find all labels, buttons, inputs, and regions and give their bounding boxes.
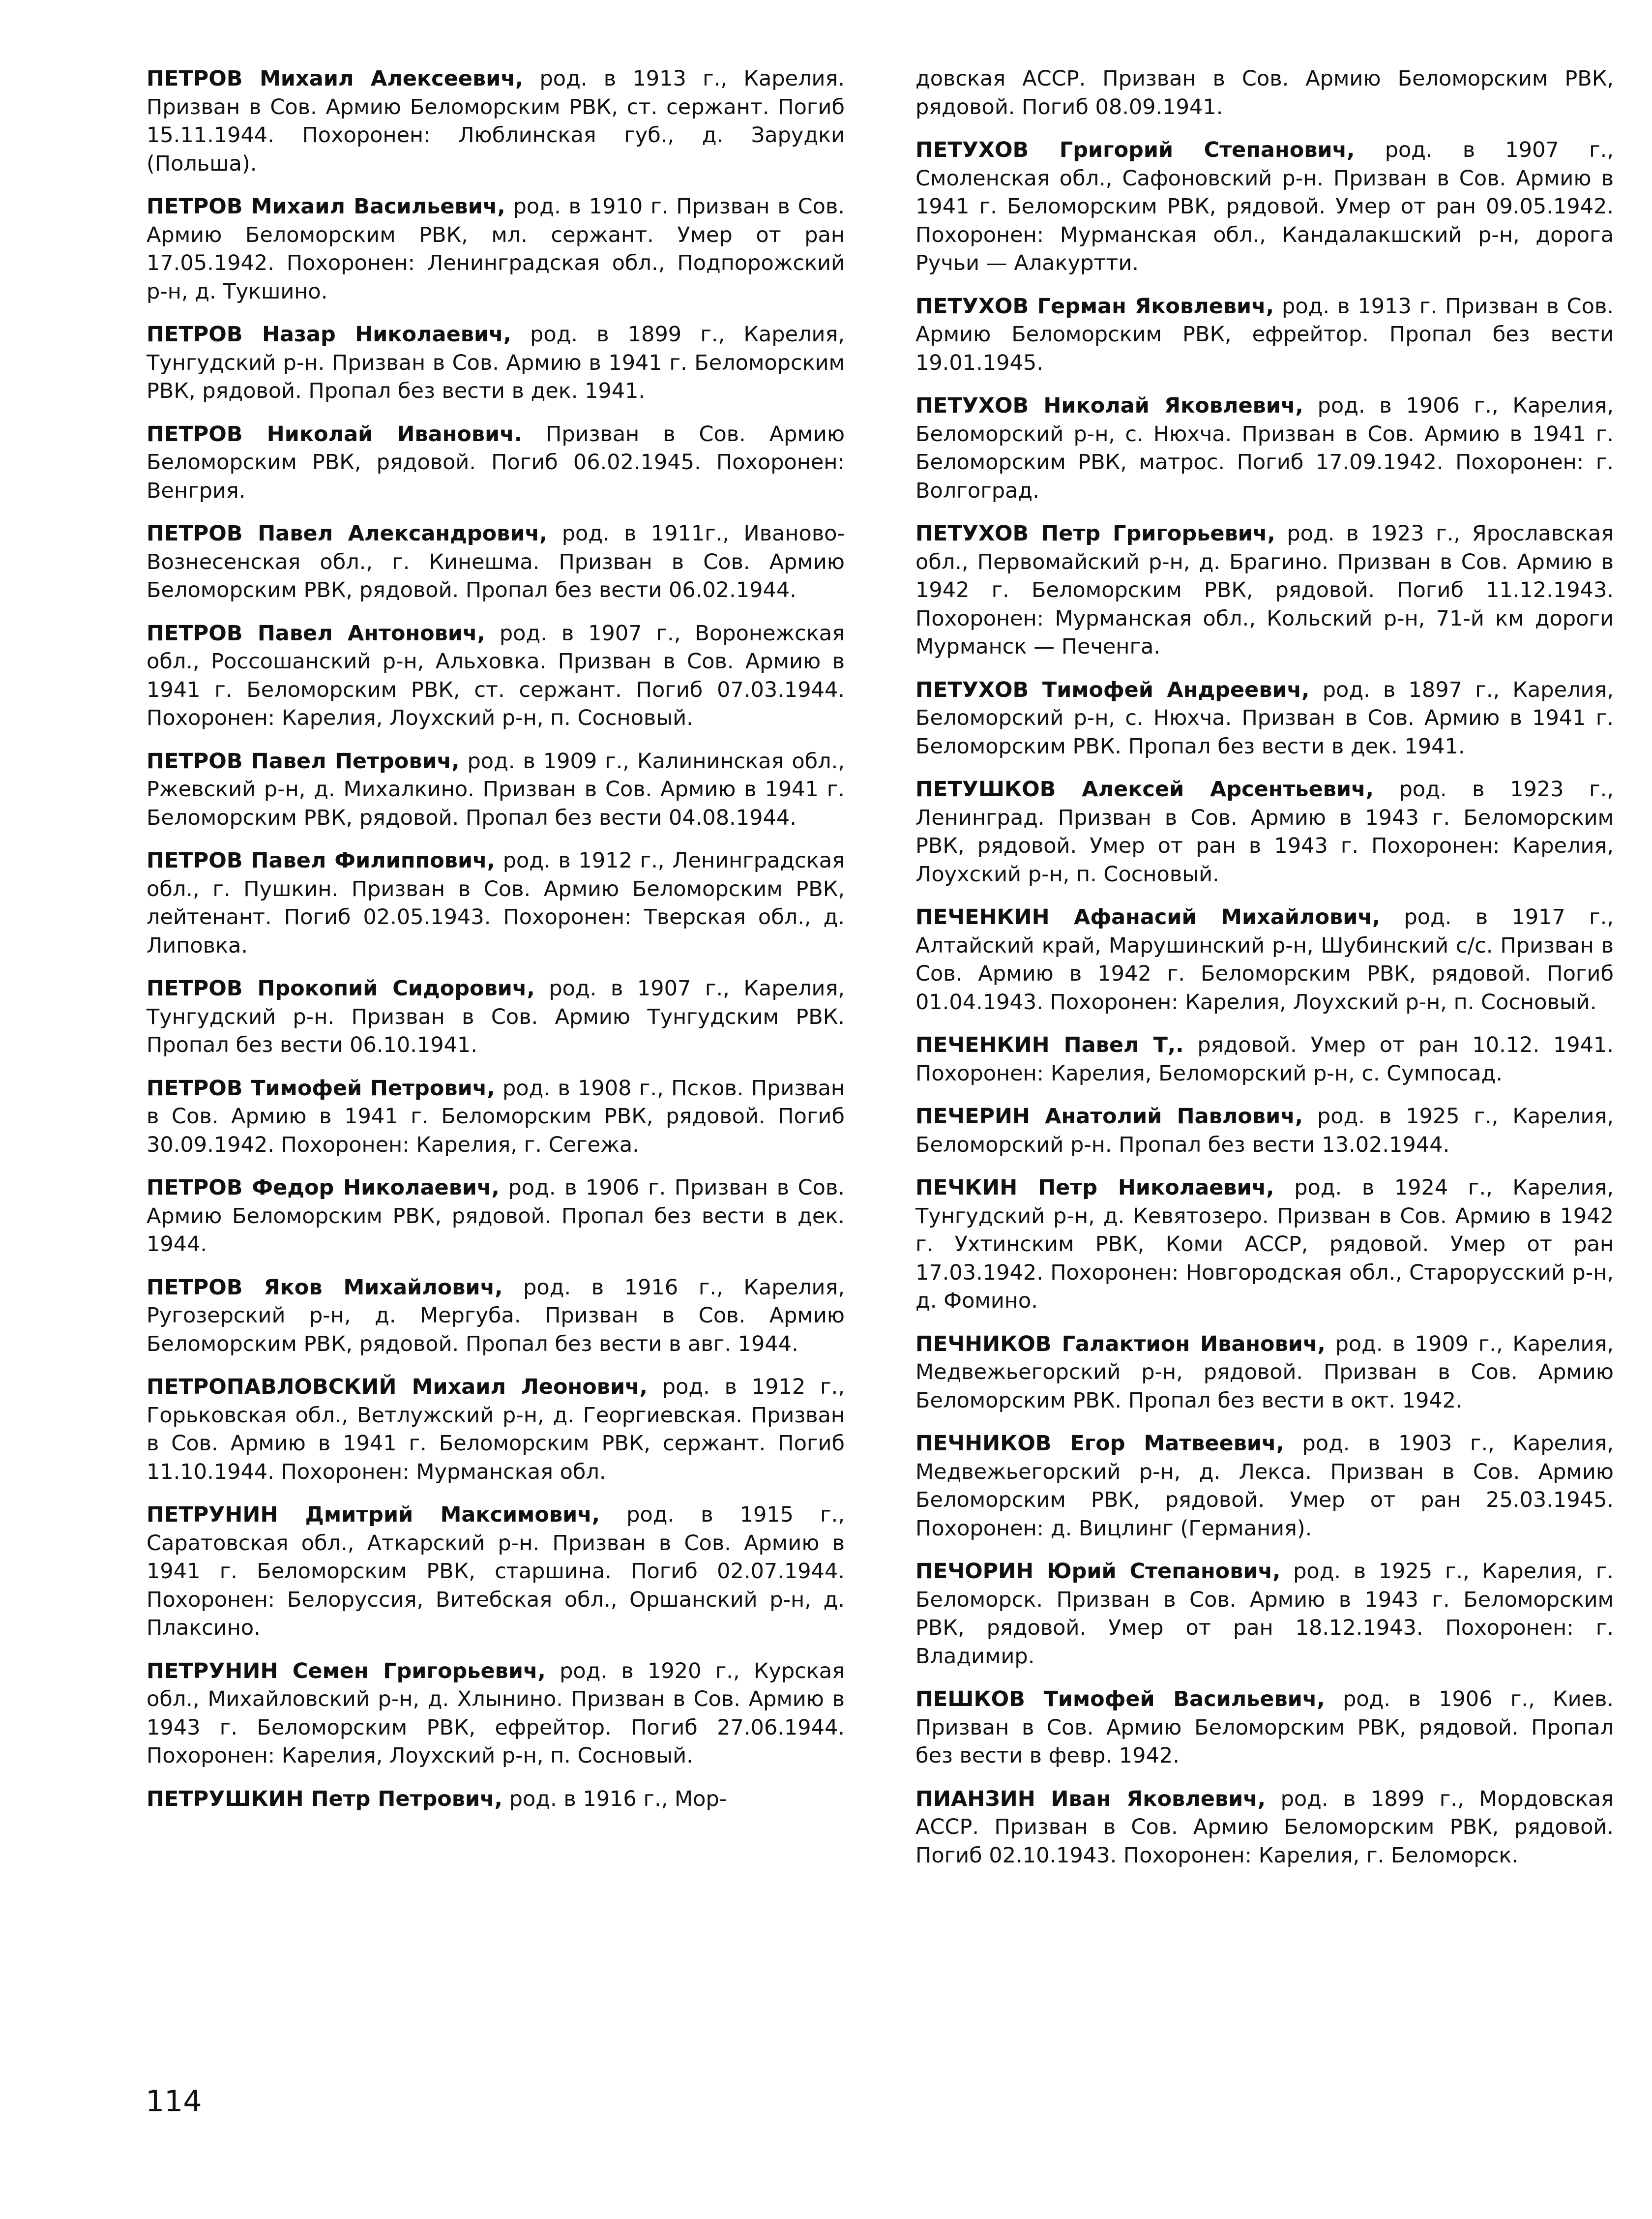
memorial-entry [915, 1785, 1614, 1870]
entry-name: ПЕТУХОВ Тимофей Андреевич, [915, 677, 1310, 702]
entry-text: род. в 1912 г., Ленинградская обл., г. Пушкин. Призван в Сов. Армию Беломорским РВК, лейтенант. Погиб 02.05.1943. Похоронен: Тверская обл., д. Липовка. [147, 848, 845, 958]
entry-text: род. в 1923 г., Ярославская обл., Первомайский р-н, д. Брагино. Призван в Сов. Армию в 1942 г. Беломорским РВК, рядовой. Погиб 11.12.1943. Похоронен: Мурманская обл., Кольский р-н, 71-й км дороги Мурманск — Печенга. [915, 521, 1614, 659]
memorial-entry [915, 65, 1614, 121]
entry-text: род. в 1911г., Иваново-Вознесенская обл., г. Кинешма. Призван в Сов. Армию Беломорским РВК, рядовой. Пропал без вести 06.02.1944. [147, 521, 845, 602]
memorial-entry [915, 903, 1614, 1017]
entry-name: ПЕЧЕНКИН Афанасий Михайлович, [915, 905, 1381, 930]
entry-text: род. в 1908 г., Псков. Призван в Сов. Армию в 1941 г. Беломорским РВК, рядовой. Погиб 30.09.1942. Похоронен: Карелия, г. Сегежа. [147, 1076, 845, 1157]
entry-name: ПЕТРУШКИН Петр Петрович, [147, 1786, 502, 1811]
left-column [147, 65, 845, 1828]
entry-text: род. в 1899 г., Карелия, Тунгудский р-н. Призван в Сов. Армию в 1941 г. Беломорским РВК, рядовой. Пропал без вести в дек. 1941. [147, 322, 845, 403]
memorial-entry [915, 1558, 1614, 1671]
memorial-entry [915, 1174, 1614, 1316]
entry-name: ПЕТРОВ Прокопий Сидорович, [147, 976, 535, 1001]
entry-name: ПЕТУХОВ Петр Григорьевич, [915, 521, 1275, 546]
memorial-entry [915, 392, 1614, 505]
entry-text: рядовой. Умер от ран 10.12. 1941. Похоронен: Карелия, Беломорский р-н, с. Сумпосад. [915, 1033, 1614, 1086]
entry-text: род. в 1913 г., Карелия. Призван в Сов. Армию Беломорским РВК, ст. сержант. Погиб 15.11.1944. Похоронен: Люблинская губ., д. Зарудки (Польша). [147, 66, 845, 176]
memorial-entry [147, 193, 845, 306]
entry-name: ПИАНЗИН Иван Яковлевич, [915, 1786, 1266, 1811]
entry-text: род. в 1909 г., Калининская обл., Ржевский р-н, д. Михалкино. Призван в Сов. Армию в 1941 г. Беломорским РВК, рядовой. Пропал без вести 04.08.1944. [147, 749, 845, 830]
memorial-entry [147, 1075, 845, 1160]
entry-text: род. в 1925 г., Карелия, г. Беломорск. Призван в Сов. Армию в 1943 г. Беломорским РВК, рядовой. Умер от ран 18.12.1943. Похоронен: г. Владимир. [915, 1559, 1614, 1669]
entry-name: ПЕТРОВ Яков Михайлович, [147, 1275, 503, 1300]
entry-text: род. в 1903 г., Карелия, Медвежьегорский р-н, д. Лекса. Призван в Сов. Армию Беломорским РВК, рядовой. Умер от ран 25.03.1945. Похоронен: д. Вицлинг (Германия). [915, 1431, 1614, 1541]
entry-name: ПЕТРОВ Николай Иванович. [147, 421, 523, 447]
entry-name: ПЕТРОПАВЛОВСКИЙ Михаил Леонович, [147, 1375, 648, 1399]
right-column [915, 65, 1614, 1885]
memorial-entry [915, 1031, 1614, 1088]
entry-text: род. в 1910 г. Призван в Сов. Армию Беломорским РВК, мл. сержант. Умер от ран 17.05.1942. Похоронен: Ленинградская обл., Подпорожский р-н, д. Тукшино. [147, 194, 845, 304]
entry-text: род. в 1909 г., Карелия, Медвежьегорский р-н, рядовой. Призван в Сов. Армию Беломорским РВК. Пропал без вести в окт. 1942. [915, 1331, 1614, 1413]
memorial-entry [147, 1501, 845, 1643]
entry-text: род. в 1897 г., Карелия, Беломорский р-н, с. Нюхча. Призван в Сов. Армию в 1941 г. Беломорским РВК. Пропал без вести в дек. 1941. [915, 677, 1614, 759]
entry-name: ПЕТРОВ Павел Александрович, [147, 521, 548, 546]
entry-name: ПЕЧОРИН Юрий Степанович, [915, 1559, 1281, 1584]
entry-text: род. в 1907 г., Карелия, Тунгудский р-н. Призван в Сов. Армию Тунгудским РВК. Пропал без вести 06.10.1941. [147, 976, 845, 1057]
entry-name: ПЕТРУНИН Дмитрий Максимович, [147, 1502, 600, 1527]
entry-text: род. в 1906 г. Призван в Сов. Армию Беломорским РВК, рядовой. Пропал без вести в дек. 1944. [147, 1175, 845, 1257]
memorial-entry [147, 1174, 845, 1259]
entry-name: ПЕТРОВ Тимофей Петрович, [147, 1076, 495, 1101]
entry-text: род. в 1925 г., Карелия, Беломорский р-н. Пропал без вести 13.02.1944. [915, 1104, 1614, 1157]
entry-name: ПЕЧЕРИН Анатолий Павлович, [915, 1104, 1303, 1129]
memorial-entry [915, 676, 1614, 761]
entry-name: ПЕТУХОВ Николай Яковлевич, [915, 393, 1303, 418]
memorial-entry [147, 65, 845, 178]
entry-text: род. в 1899 г., Мордовская АССР. Призван в Сов. Армию Беломорским РВК, рядовой. Погиб 02.10.1943. Похоронен: Карелия, г. Беломорск. [915, 1786, 1614, 1868]
memorial-entry [915, 136, 1614, 278]
memorial-entry [147, 748, 845, 833]
entry-text: род. в 1923 г., Ленинград. Призван в Сов. Армию в 1943 г. Беломорским РВК, рядовой. Умер от ран в 1943 г. Похоронен: Карелия, Лоухский р-н, п. Сосновый. [915, 777, 1614, 887]
entry-text: род. в 1924 г., Карелия, Тунгудский р-н, д. Кевятозеро. Призван в Сов. Армию в 1942 г. Ухтинским РВК, Коми АССР, рядовой. Умер от ран 17.03.1942. Похоронен: Новгородская обл., Старорусский р-н, д. Фомино. [915, 1175, 1614, 1313]
entry-name: ПЕТУХОВ Герман Яковлевич, [915, 294, 1274, 319]
entry-text: род. в 1907 г., Воронежская обл., Россошанский р-н, Альховка. Призван в Сов. Армию в 1941 г. Беломорским РВК, ст. сержант. Погиб 07.03.1944. Похоронен: Карелия, Лоухский р-н, п. Сосновый. [147, 621, 845, 730]
entry-name: ПЕЧНИКОВ Егор Матвеевич, [915, 1431, 1284, 1456]
memorial-entry [915, 1330, 1614, 1415]
memorial-entry [915, 1430, 1614, 1543]
entry-text: Призван в Сов. Армию Беломорским РВК, рядовой. Погиб 06.02.1945. Похоронен: Венгрия. [147, 421, 845, 503]
memorial-entry [915, 776, 1614, 889]
memorial-entry [147, 1373, 845, 1486]
memorial-entry [915, 293, 1614, 378]
memorial-entry [915, 520, 1614, 661]
entry-name: ПЕТРОВ Павел Филиппович, [147, 848, 495, 873]
entry-name: ПЕТРОВ Павел Антонович, [147, 621, 485, 646]
memorial-entry [147, 1657, 845, 1770]
entry-name: ПЕТРУНИН Семен Григорьевич, [147, 1658, 546, 1683]
entry-text: род. в 1916 г., Карелия, Ругозерский р-н, д. Мергуба. Призван в Сов. Армию Беломорским РВК, рядовой. Пропал без вести в авг. 1944. [147, 1275, 845, 1356]
memorial-entry [147, 847, 845, 960]
memorial-entry [147, 321, 845, 406]
entry-name: ПЕТРОВ Павел Петрович, [147, 749, 460, 774]
memorial-entry [915, 1685, 1614, 1770]
entry-text: род. в 1920 г., Курская обл., Михайловский р-н, д. Хлынино. Призван в Сов. Армию в 1943 г. Беломорским РВК, ефрейтор. Погиб 27.06.1944. Похоронен: Карелия, Лоухский р-н, п. Сосновый. [147, 1658, 845, 1768]
memorial-entry [147, 1785, 845, 1814]
entry-name: ПЕШКОВ Тимофей Васильевич, [915, 1687, 1325, 1711]
entry-text: род. в 1913 г. Призван в Сов. Армию Беломорским РВК, ефрейтор. Пропал без вести 19.01.1945. [915, 294, 1614, 375]
entry-name: ПЕЧЕНКИН Павел Т,. [915, 1033, 1184, 1057]
entry-name: ПЕТРОВ Михаил Васильевич, [147, 194, 505, 219]
memorial-entry [147, 620, 845, 733]
entry-text: род. в 1906 г., Карелия, Беломорский р-н, с. Нюхча. Призван в Сов. Армию в 1941 г. Беломорским РВК, матрос. Погиб 17.09.1942. Похоронен: г. Волгоград. [915, 393, 1614, 503]
entry-text: род. в 1906 г., Киев. Призван в Сов. Армию Беломорским РВК, рядовой. Пропал без вести в февр. 1942. [915, 1687, 1614, 1768]
entry-text: род. в 1907 г., Смоленская обл., Сафоновский р-н. Призван в Сов. Армию в 1941 г. Беломорским РВК, рядовой. Умер от ран 09.05.1942. Похоронен: Мурманская обл., Кандалакшский р-н, дорога Ручьи — Алакуртти. [915, 138, 1614, 275]
entry-name: ПЕТРОВ Федор Николаевич, [147, 1175, 500, 1200]
entry-text: род. в 1916 г., Мор- [509, 1786, 727, 1811]
entry-name: ПЕЧНИКОВ Галактион Иванович, [915, 1331, 1326, 1356]
memorial-entry [915, 1103, 1614, 1159]
entry-name: ПЕТУХОВ Григорий Степанович, [915, 138, 1355, 162]
entry-text: довская АССР. Призван в Сов. Армию Беломорским РВК, рядовой. Погиб 08.09.1941. [915, 66, 1614, 120]
entry-name: ПЕТРОВ Михаил Алексеевич, [147, 66, 524, 91]
memorial-entry [147, 520, 845, 605]
entry-name: ПЕТУШКОВ Алексей Арсентьевич, [915, 777, 1374, 802]
page-number: 114 [146, 2084, 202, 2119]
entry-text: род. в 1912 г., Горьковская обл., Ветлужский р-н, д. Георгиевская. Призван в Сов. Армию в 1941 г. Беломорским РВК, сержант. Погиб 11.10.1944. Похоронен: Мурманская обл. [147, 1375, 845, 1484]
memorial-entry [147, 975, 845, 1060]
memorial-entry [147, 1274, 845, 1359]
entry-name: ПЕЧКИН Петр Николаевич, [915, 1175, 1274, 1200]
entry-text: род. в 1917 г., Алтайский край, Марушинский р-н, Шубинский с/с. Призван в Сов. Армию в 1942 г. Беломорским РВК, рядовой. Погиб 01.04.1943. Похоронен: Карелия, Лоухский р-н, п. Сосновый. [915, 905, 1614, 1015]
entry-name: ПЕТРОВ Назар Николаевич, [147, 322, 511, 347]
entry-text: род. в 1915 г., Саратовская обл., Аткарский р-н. Призван в Сов. Армию в 1941 г. Беломорским РВК, старшина. Погиб 02.07.1944. Похоронен: Белоруссия, Витебская обл., Оршанский р-н, д. Плаксино. [147, 1502, 845, 1640]
memorial-entry [147, 420, 845, 506]
